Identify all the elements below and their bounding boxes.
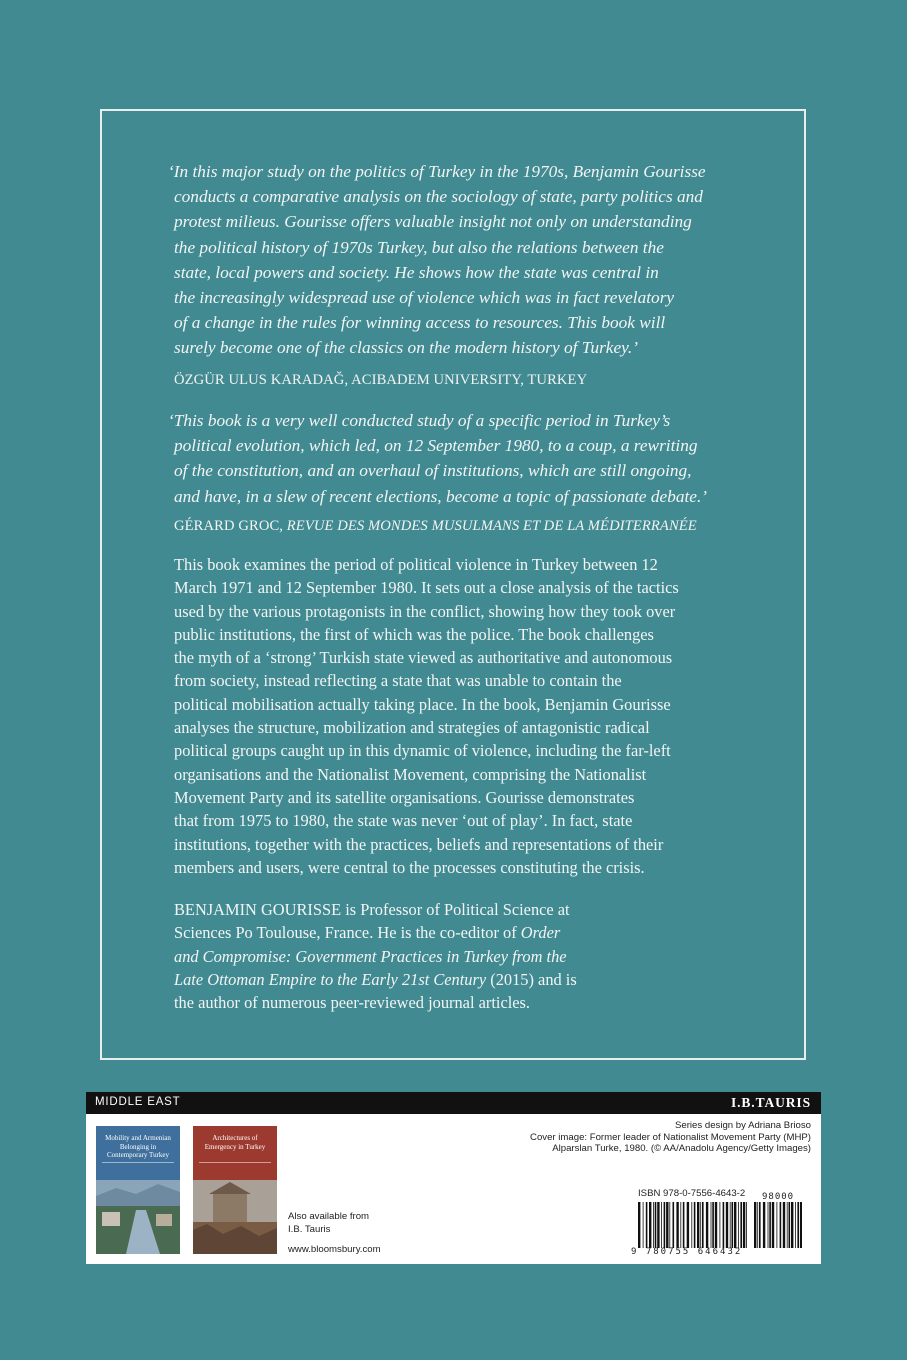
barcode-bar <box>787 1202 788 1248</box>
barcode-bar <box>664 1202 666 1248</box>
barcode-bar <box>655 1202 657 1248</box>
publisher-logo: I.B.TAURIS <box>730 1095 811 1110</box>
image-credits <box>451 1120 811 1155</box>
barcode-bar <box>683 1202 685 1248</box>
barcode-bar <box>800 1202 802 1248</box>
bio-line <box>174 921 740 944</box>
barcode-bar <box>732 1202 734 1248</box>
text-line: public institutions, the first of which was the police. The book challenges <box>174 624 654 644</box>
bio-title: Order <box>520 923 561 943</box>
text-line: analyses the structure, mobilization and strategies of antagonistic radical <box>174 718 650 738</box>
book-description <box>174 553 740 879</box>
barcode-bar <box>669 1202 670 1248</box>
barcode-bar <box>676 1202 678 1248</box>
barcode-bar <box>730 1202 731 1248</box>
endorsement-quote-1 <box>168 159 754 361</box>
credit-line: Series design by Adriana Brioso <box>675 1120 811 1131</box>
barcode-bar <box>673 1202 675 1248</box>
text-line: that from 1975 to 1980, the state was never ‘out of play’. In fact, state <box>174 811 633 831</box>
barcode-bar <box>759 1202 761 1248</box>
barcode-bar <box>738 1202 739 1248</box>
isbn-barcode <box>638 1202 748 1248</box>
barcode-bar <box>657 1202 659 1248</box>
endorsement-attribution-1: ÖZGÜR ULUS KARADAĞ, ACIBADEM UNIVERSITY, TURKEY <box>174 372 588 388</box>
related-book-cover-1 <box>96 1126 180 1254</box>
also-available <box>288 1210 398 1236</box>
text-line: used by the various protagonists in the conflict, showing how they took over <box>174 601 676 621</box>
barcode-bar <box>697 1202 699 1248</box>
text-line: surely become one of the classics on the modern history of Turkey.’ <box>174 338 638 358</box>
barcode-bar <box>763 1202 765 1248</box>
also-available-publisher: I.B. Tauris <box>288 1224 331 1235</box>
barcode-bar <box>691 1202 692 1248</box>
bio-line: the author of numerous peer-reviewed journal articles. <box>174 993 531 1013</box>
text-line: the increasingly widespread use of violence which was in fact revelatory <box>174 288 675 308</box>
text-line: members and users, were central to the processes constituting the crisis. <box>174 857 645 877</box>
barcode-bar <box>783 1202 785 1248</box>
text-line: from society, instead reflecting a state that was unable to contain the <box>174 671 622 691</box>
barcode-bar <box>754 1202 756 1248</box>
barcode-bar <box>789 1202 791 1248</box>
bio-title: and Compromise: Government Practices in Turkey from the <box>174 946 567 966</box>
text-line: the myth of a ‘strong’ Turkish state viewed as authoritative and autonomous <box>174 648 673 668</box>
barcode-bar <box>646 1202 648 1248</box>
author-bio <box>174 898 740 1014</box>
barcode-bar <box>700 1202 701 1248</box>
barcode-bar <box>780 1202 782 1248</box>
text-line: This book examines the period of political violence in Turkey between 12 <box>174 555 658 574</box>
series-label: MIDDLE EAST <box>95 1096 181 1108</box>
barcode-bar <box>723 1202 725 1248</box>
text-line: and have, in a slew of recent elections, become a topic of passionate debate.’ <box>174 486 708 506</box>
price-code: 98000 <box>762 1192 795 1202</box>
bio-line <box>174 968 740 991</box>
related-book-photo <box>96 1126 180 1254</box>
series-bar <box>86 1092 821 1114</box>
barcode-bar <box>702 1202 704 1248</box>
barcode-bar <box>726 1202 728 1248</box>
barcode-bar <box>769 1202 771 1248</box>
website-link[interactable]: www.bloomsbury.com <box>288 1244 381 1255</box>
barcode-bar <box>795 1202 796 1248</box>
bio-title: Late Ottoman Empire to the Early 21st Century <box>174 969 487 989</box>
barcode-bar <box>712 1202 714 1248</box>
barcode-bar <box>711 1202 712 1248</box>
text-line: ‘This book is a very well conducted study of a specific period in Turkey’s <box>168 411 671 430</box>
barcode-bar <box>687 1202 689 1248</box>
text-line: March 1971 and 12 September 1980. It sets out a close analysis of the tactics <box>174 578 679 598</box>
price-barcode <box>754 1202 802 1248</box>
credit-line: Alparslan Turke, 1980. (© AA/Anadolu Agency/Getty Images) <box>552 1143 811 1155</box>
barcode-bar <box>653 1202 654 1248</box>
endorsement-quote-2 <box>168 408 754 509</box>
barcode-bar <box>743 1202 745 1248</box>
text-line: institutions, together with the practices, beliefs and representations of their <box>174 834 664 854</box>
text-line: the political history of 1970s Turkey, but also the relations between the <box>174 237 664 257</box>
barcode-bar <box>772 1202 774 1248</box>
related-book-title: Architectures of Emergency in Turkey <box>204 1134 266 1151</box>
barcode-bar <box>649 1202 651 1248</box>
barcode-bar <box>661 1202 662 1248</box>
related-book-title: Mobility and Armenian Belonging in Contemporary Turkey <box>105 1134 171 1159</box>
text-line: protest milieus. Gourisse offers valuable insight not only on understanding <box>174 212 692 232</box>
bio-line: BENJAMIN GOURISSE is Professor of Political Science at <box>174 900 570 919</box>
bio-line <box>174 945 740 968</box>
related-book-cover-2 <box>193 1126 277 1254</box>
text-line: political groups caught up in this dynamic of violence, including the far-left <box>174 741 671 761</box>
barcode-bar <box>666 1202 668 1248</box>
credit-line: Cover image: Former leader of Nationalist Movement Party (MHP) <box>530 1131 811 1143</box>
attribution-name: GÉRARD GROC, <box>174 518 287 534</box>
endorsement-attribution-2 <box>174 516 774 536</box>
bio-text: Sciences Po Toulouse, France. He is the co-editor of <box>174 923 521 943</box>
publisher-strip <box>86 1092 821 1264</box>
barcode-bar <box>768 1202 769 1248</box>
barcode-bar <box>720 1202 721 1248</box>
text-line: organisations and the Nationalist Movement, comprising the Nationalist <box>174 764 647 784</box>
related-book-photo <box>193 1126 277 1254</box>
text-line: Movement Party and its satellite organisations. Gourisse demonstrates <box>174 787 635 807</box>
bio-text: (2015) and is <box>486 969 577 989</box>
barcode-bar <box>777 1202 778 1248</box>
barcode-bar <box>694 1202 696 1248</box>
text-line: of a change in the rules for winning access to resources. This book will <box>174 313 666 333</box>
text-line: conducts a comparative analysis on the sociology of state, party politics and <box>174 187 703 207</box>
text-line: of the constitution, and an overhaul of institutions, which are still ongoing, <box>174 461 692 481</box>
barcode-bar <box>638 1202 640 1248</box>
also-available-label: Also available from <box>288 1211 370 1222</box>
barcode-bar <box>797 1202 799 1248</box>
barcode-bar <box>680 1202 681 1248</box>
text-line: political evolution, which led, on 12 September 1980, to a coup, a rewriting <box>174 436 698 456</box>
barcode-bar <box>746 1202 747 1248</box>
barcode-bar <box>715 1202 717 1248</box>
barcode-bar <box>734 1202 736 1248</box>
barcode-bar <box>740 1202 742 1248</box>
barcode-digits: 9 780755 646432 <box>631 1247 743 1257</box>
barcode-bar <box>706 1202 708 1248</box>
barcode-bar <box>643 1202 644 1248</box>
text-line: political mobilisation actually taking place. In the book, Benjamin Gourisse <box>174 694 671 714</box>
text-line: ‘In this major study on the politics of Turkey in the 1970s, Benjamin Gourisse <box>168 162 706 181</box>
barcode-bar <box>791 1202 793 1248</box>
text-line: state, local powers and society. He shows how the state was central in <box>174 262 659 282</box>
attribution-source: REVUE DES MONDES MUSULMANS ET DE LA MÉDITERRANÉE <box>286 518 697 534</box>
isbn-label: ISBN 978-0-7556-4643-2 <box>638 1188 746 1199</box>
barcode-bar <box>757 1202 758 1248</box>
